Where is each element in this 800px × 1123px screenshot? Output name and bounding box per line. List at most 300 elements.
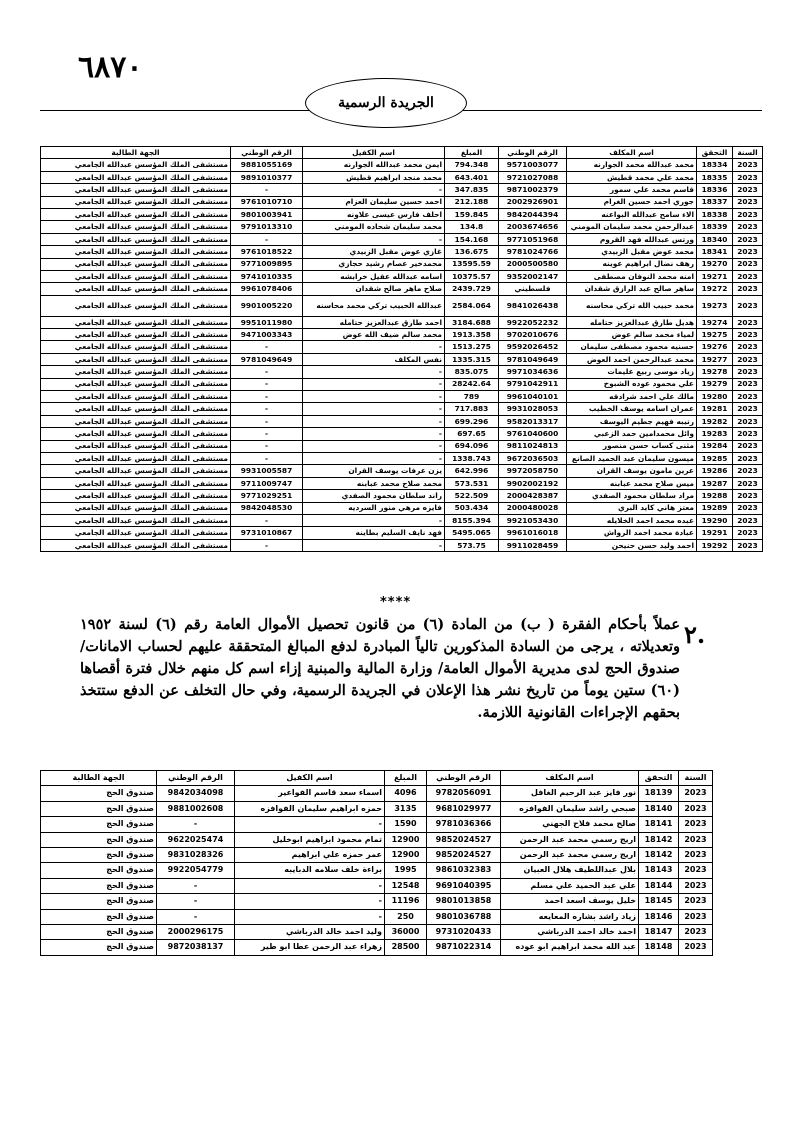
cell-requesting-entity: صندوق الحج: [41, 878, 157, 893]
cell-guarantor-name: -: [303, 428, 445, 440]
cell-guarantor-name: -: [303, 539, 445, 551]
cell-guarantor-national-id: -: [231, 403, 303, 415]
cell-taxpayer-name: ساهر صالح عبد الرازق شقدان: [567, 283, 697, 295]
table-row: [41, 527, 763, 539]
cell-national-id: 9931028053: [499, 403, 567, 415]
cell-amount: 522.509: [445, 490, 499, 502]
cell-amount: 28500: [385, 940, 427, 955]
cell-requesting-entity: مستشفى الملك المؤسس عبدالله الجامعي: [41, 527, 231, 539]
cell-year: 2023: [733, 353, 763, 365]
cell-national-id: 9861032383: [427, 863, 501, 878]
cell-taxpayer-name: بلال عبداللطيف هلال العبيان: [501, 863, 639, 878]
cell-verification: 18144: [639, 878, 679, 893]
cell-year: 2023: [733, 415, 763, 427]
cell-verification: 19291: [697, 527, 733, 539]
cell-taxpayer-name: حسنيه محمود مصطفى سليمان: [567, 341, 697, 353]
cell-year: 2023: [733, 171, 763, 183]
cell-national-id: 9921053430: [499, 514, 567, 526]
cell-amount: 1335.315: [445, 353, 499, 365]
cell-national-id: 9852024527: [427, 832, 501, 847]
cell-year: 2023: [733, 270, 763, 282]
table-row: [41, 233, 763, 245]
cell-verification: 18340: [697, 233, 733, 245]
table-row: [41, 258, 763, 270]
table-row: [41, 283, 763, 295]
cell-taxpayer-name: عبده محمد احمد الخلايله: [567, 514, 697, 526]
cell-guarantor-national-id: 9872038137: [157, 940, 235, 955]
cell-guarantor-name: فايزه مرهي منور السرديه: [303, 502, 445, 514]
cell-taxpayer-name: عبادة محمد احمد الرواش: [567, 527, 697, 539]
table-row: [41, 341, 763, 353]
cell-guarantor-name: عمر حمزه علي ابراهيم: [235, 847, 385, 862]
table-row: [41, 909, 713, 924]
cell-taxpayer-name: مالك علي احمد شرادقه: [567, 391, 697, 403]
column-header-year: السنة: [733, 147, 763, 159]
table-row: [41, 832, 713, 847]
cell-year: 2023: [733, 196, 763, 208]
cell-national-id: 9961040101: [499, 391, 567, 403]
cell-guarantor-national-id: 9901005220: [231, 295, 303, 316]
cell-national-id: 9781024766: [499, 246, 567, 258]
cell-taxpayer-name: ميس صلاح محمد عبابنه: [567, 477, 697, 489]
cell-year: 2023: [733, 208, 763, 220]
cell-taxpayer-name: قاسم محمد علي سمور: [567, 184, 697, 196]
cell-amount: 503.434: [445, 502, 499, 514]
cell-requesting-entity: صندوق الحج: [41, 832, 157, 847]
cell-taxpayer-name: مراد سلطان محمود الصفدي: [567, 490, 697, 502]
cell-national-id: 9801036788: [427, 909, 501, 924]
notice-paragraph: عملاً بأحكام الفقرة ( ب) من المادة (٦) من قانون تحصيل الأموال العامة رقم (٦) لسنة ١٩٥٢ وتعديلاته ، يرجى من السادة المذكورين تالياً المبادرة لدفع المبالغ المتحققة عليهم لحساب الامانات/صندوق الحج لدى مديرية الأموال العامة/ وزارة المالية والمبنية إزاء اسم كل منهم خلال فترة أقصاها (٦٠) ستين يوماً من تاريخ نشر هذا الإعلان في الجريدة الرسمية، وفي حال التخلف عن الدفع ستتخذ بحقهم الإجراءات القانونية اللازمة.: [80, 616, 680, 721]
cell-guarantor-name: -: [303, 403, 445, 415]
cell-year: 2023: [733, 490, 763, 502]
masthead: الجريدة الرسمية: [305, 78, 467, 128]
table-row: [41, 940, 713, 955]
cell-guarantor-national-id: 9741010335: [231, 270, 303, 282]
cell-amount: 835.075: [445, 366, 499, 378]
column-header-national-id: الرقم الوطني: [499, 147, 567, 159]
cell-guarantor-national-id: -: [231, 452, 303, 464]
table-row: [41, 391, 763, 403]
cell-year: 2023: [733, 378, 763, 390]
cell-taxpayer-name: صالح محمد فلاح الجهني: [501, 817, 639, 832]
cell-verification: 19290: [697, 514, 733, 526]
cell-amount: 2584.064: [445, 295, 499, 316]
cell-guarantor-national-id: 9881055169: [231, 159, 303, 171]
cell-national-id: 9961016018: [499, 527, 567, 539]
cell-requesting-entity: صندوق الحج: [41, 847, 157, 862]
cell-requesting-entity: صندوق الحج: [41, 786, 157, 801]
cell-guarantor-national-id: 9842034098: [157, 786, 235, 801]
cell-requesting-entity: مستشفى الملك المؤسس عبدالله الجامعي: [41, 452, 231, 464]
cell-amount: 13595.59: [445, 258, 499, 270]
table-row: [41, 403, 763, 415]
cell-guarantor-name: -: [303, 440, 445, 452]
cell-amount: 12548: [385, 878, 427, 893]
cell-verification: 19286: [697, 465, 733, 477]
cell-year: 2023: [679, 786, 713, 801]
cell-taxpayer-name: عبدالرحمن محمد سليمان المومني: [567, 221, 697, 233]
cell-amount: 694.096: [445, 440, 499, 452]
cell-taxpayer-name: زياد موسى ربيع عليمات: [567, 366, 697, 378]
cell-guarantor-name: محمد صلاح محمد عبابنه: [303, 477, 445, 489]
cell-guarantor-name: زهراء عبد الرحمن عطا ابو طير: [235, 940, 385, 955]
cell-verification: 18142: [639, 847, 679, 862]
table-row: [41, 270, 763, 282]
cell-guarantor-name: -: [303, 452, 445, 464]
cell-guarantor-national-id: -: [231, 233, 303, 245]
table-row: [41, 295, 763, 316]
cell-requesting-entity: صندوق الحج: [41, 894, 157, 909]
cell-requesting-entity: مستشفى الملك المؤسس عبدالله الجامعي: [41, 502, 231, 514]
cell-guarantor-national-id: -: [231, 391, 303, 403]
cell-national-id: 9721027088: [499, 171, 567, 183]
table-row: [41, 440, 763, 452]
cell-requesting-entity: مستشفى الملك المؤسس عبدالله الجامعي: [41, 353, 231, 365]
cell-amount: 642.996: [445, 465, 499, 477]
table-row: [41, 415, 763, 427]
cell-requesting-entity: صندوق الحج: [41, 909, 157, 924]
column-header-guarantor-name: اسم الكفيل: [303, 147, 445, 159]
cell-requesting-entity: مستشفى الملك المؤسس عبدالله الجامعي: [41, 283, 231, 295]
cell-guarantor-name: -: [235, 894, 385, 909]
cell-requesting-entity: مستشفى الملك المؤسس عبدالله الجامعي: [41, 514, 231, 526]
cell-guarantor-national-id: -: [231, 539, 303, 551]
cell-verification: 19292: [697, 539, 733, 551]
cell-guarantor-name: -: [303, 366, 445, 378]
cell-verification: 19275: [697, 329, 733, 341]
cell-amount: 573.75: [445, 539, 499, 551]
table-row: [41, 353, 763, 365]
cell-national-id: 9781049649: [499, 353, 567, 365]
cell-national-id: 9592026452: [499, 341, 567, 353]
cell-taxpayer-name: زياد راشد بشاره المعايعه: [501, 909, 639, 924]
table-row: [41, 878, 713, 893]
cell-year: 2023: [733, 539, 763, 551]
cell-verification: 19270: [697, 258, 733, 270]
cell-guarantor-national-id: 9842048530: [231, 502, 303, 514]
cell-requesting-entity: مستشفى الملك المؤسس عبدالله الجامعي: [41, 258, 231, 270]
cell-taxpayer-name: اريج رسمي محمد عبد الرحمن: [501, 832, 639, 847]
cell-guarantor-national-id: 9771029251: [231, 490, 303, 502]
cell-guarantor-name: يزن عرفات يوسف القران: [303, 465, 445, 477]
cell-year: 2023: [679, 832, 713, 847]
cell-amount: 1513.275: [445, 341, 499, 353]
cell-amount: 136.675: [445, 246, 499, 258]
cell-guarantor-national-id: -: [231, 341, 303, 353]
cell-guarantor-national-id: -: [231, 366, 303, 378]
cell-amount: 699.296: [445, 415, 499, 427]
cell-year: 2023: [733, 403, 763, 415]
cell-amount: 1995: [385, 863, 427, 878]
cell-guarantor-name: -: [235, 909, 385, 924]
cell-verification: 18335: [697, 171, 733, 183]
cell-year: 2023: [733, 428, 763, 440]
cell-guarantor-national-id: -: [231, 514, 303, 526]
cell-verification: 19276: [697, 341, 733, 353]
cell-national-id: فلسطيني: [499, 283, 567, 295]
cell-guarantor-national-id: -: [231, 378, 303, 390]
cell-taxpayer-name: معتز هاني كايد البري: [567, 502, 697, 514]
cell-amount: 2439.729: [445, 283, 499, 295]
section-separator: ****: [380, 595, 412, 610]
cell-guarantor-national-id: -: [231, 440, 303, 452]
cell-verification: 19273: [697, 295, 733, 316]
cell-national-id: 9842044394: [499, 208, 567, 220]
table-row: [41, 329, 763, 341]
cell-guarantor-name: حمزه ابراهيم سليمان الفوافزه: [235, 801, 385, 816]
cell-guarantor-national-id: 9771009895: [231, 258, 303, 270]
cell-guarantor-national-id: 9831028326: [157, 847, 235, 862]
column-header-year: السنة: [679, 771, 713, 786]
cell-taxpayer-name: احمد وليد حسن حنيحن: [567, 539, 697, 551]
cell-taxpayer-name: صبحي راشد سليمان الفوافزه: [501, 801, 639, 816]
cell-taxpayer-name: خليل يوسف اسعد احمد: [501, 894, 639, 909]
paragraph-number: ٢.: [684, 620, 706, 649]
cell-taxpayer-name: وائل محمدامين حمد الزعبي: [567, 428, 697, 440]
cell-year: 2023: [733, 329, 763, 341]
table-row: [41, 171, 763, 183]
cell-guarantor-name: -: [303, 514, 445, 526]
cell-guarantor-name: اسماء سعد قاسم الفواعير: [235, 786, 385, 801]
cell-requesting-entity: صندوق الحج: [41, 863, 157, 878]
cell-verification: 19277: [697, 353, 733, 365]
table-row: [41, 221, 763, 233]
table-row: [41, 801, 713, 816]
cell-amount: 36000: [385, 924, 427, 939]
cell-taxpayer-name: الاء سامح عبدالله البواعنه: [567, 208, 697, 220]
cell-national-id: 2002926901: [499, 196, 567, 208]
cell-requesting-entity: مستشفى الملك المؤسس عبدالله الجامعي: [41, 403, 231, 415]
table-row: [41, 428, 763, 440]
cell-national-id: 9902002192: [499, 477, 567, 489]
cell-taxpayer-name: رتيبه فهيم جطيم اليوسف: [567, 415, 697, 427]
cell-requesting-entity: مستشفى الملك المؤسس عبدالله الجامعي: [41, 270, 231, 282]
cell-guarantor-name: -: [303, 415, 445, 427]
table-row: [41, 184, 763, 196]
table-row: [41, 465, 763, 477]
cell-guarantor-national-id: -: [231, 184, 303, 196]
cell-guarantor-national-id: 9922054779: [157, 863, 235, 878]
column-header-verification: التحقق: [697, 147, 733, 159]
cell-year: 2023: [679, 940, 713, 955]
cell-amount: 789: [445, 391, 499, 403]
cell-verification: 18141: [639, 817, 679, 832]
cell-national-id: 9691040395: [427, 878, 501, 893]
cell-requesting-entity: مستشفى الملك المؤسس عبدالله الجامعي: [41, 295, 231, 316]
cell-verification: 18142: [639, 832, 679, 847]
column-header-amount: المبلغ: [385, 771, 427, 786]
cell-amount: 11196: [385, 894, 427, 909]
cell-requesting-entity: مستشفى الملك المؤسس عبدالله الجامعي: [41, 221, 231, 233]
table-hajj-fund-dues: [40, 770, 713, 956]
cell-guarantor-national-id: 9781049649: [231, 353, 303, 365]
cell-amount: 643.401: [445, 171, 499, 183]
cell-amount: 28242.64: [445, 378, 499, 390]
cell-requesting-entity: مستشفى الملك المؤسس عبدالله الجامعي: [41, 329, 231, 341]
cell-guarantor-name: براءة خلف سلامه الدبايبه: [235, 863, 385, 878]
cell-taxpayer-name: عرين مامون يوسف القران: [567, 465, 697, 477]
cell-taxpayer-name: ورتس عبدالله فهد القروم: [567, 233, 697, 245]
cell-year: 2023: [679, 878, 713, 893]
cell-amount: 10375.57: [445, 270, 499, 282]
cell-national-id: 9781036366: [427, 817, 501, 832]
cell-taxpayer-name: لمياء محمد سالم عوض: [567, 329, 697, 341]
cell-guarantor-name: صلاح ماهر صالح شقدان: [303, 283, 445, 295]
table-row: [41, 490, 763, 502]
cell-verification: 19272: [697, 283, 733, 295]
cell-national-id: 9922052232: [499, 316, 567, 328]
cell-verification: 18341: [697, 246, 733, 258]
cell-year: 2023: [733, 477, 763, 489]
table-header-row: [41, 147, 763, 159]
cell-guarantor-national-id: 9931005587: [231, 465, 303, 477]
cell-taxpayer-name: محمد حبيب الله تركي محاسنه: [567, 295, 697, 316]
cell-amount: 5495.065: [445, 527, 499, 539]
cell-requesting-entity: صندوق الحج: [41, 924, 157, 939]
cell-guarantor-national-id: 9731010867: [231, 527, 303, 539]
table-row: [41, 246, 763, 258]
column-header-taxpayer-name: اسم المكلف: [567, 147, 697, 159]
table-row: [41, 786, 713, 801]
cell-year: 2023: [733, 316, 763, 328]
cell-year: 2023: [679, 894, 713, 909]
cell-guarantor-national-id: -: [231, 428, 303, 440]
cell-year: 2023: [679, 801, 713, 816]
cell-guarantor-name: -: [235, 878, 385, 893]
cell-national-id: 9761040600: [499, 428, 567, 440]
cell-amount: 717.883: [445, 403, 499, 415]
cell-national-id: 9801013858: [427, 894, 501, 909]
cell-year: 2023: [679, 909, 713, 924]
cell-year: 2023: [733, 341, 763, 353]
cell-national-id: 2000500580: [499, 258, 567, 270]
cell-requesting-entity: مستشفى الملك المؤسس عبدالله الجامعي: [41, 246, 231, 258]
cell-verification: 19289: [697, 502, 733, 514]
column-header-requesting-entity: الجهة الطالبة: [41, 147, 231, 159]
cell-guarantor-national-id: 9622025474: [157, 832, 235, 847]
cell-guarantor-name: -: [303, 378, 445, 390]
column-header-verification: التحقق: [639, 771, 679, 786]
cell-guarantor-name: احمد طارق عبدالعزيز حتامله: [303, 316, 445, 328]
table-row: [41, 378, 763, 390]
cell-verification: 18338: [697, 208, 733, 220]
cell-year: 2023: [733, 246, 763, 258]
cell-taxpayer-name: علي محمود عوده الشبوخ: [567, 378, 697, 390]
table-row: [41, 196, 763, 208]
table-row: [41, 477, 763, 489]
column-header-guarantor-name: اسم الكفيل: [235, 771, 385, 786]
cell-requesting-entity: مستشفى الملك المؤسس عبدالله الجامعي: [41, 208, 231, 220]
cell-year: 2023: [733, 514, 763, 526]
cell-requesting-entity: مستشفى الملك المؤسس عبدالله الجامعي: [41, 233, 231, 245]
table-row: [41, 452, 763, 464]
cell-requesting-entity: صندوق الحج: [41, 940, 157, 955]
table-row: [41, 159, 763, 171]
cell-amount: 250: [385, 909, 427, 924]
table-row: [41, 924, 713, 939]
cell-verification: 19278: [697, 366, 733, 378]
cell-verification: 19271: [697, 270, 733, 282]
cell-taxpayer-name: محمد عبدالرحمن احمد العوض: [567, 353, 697, 365]
cell-amount: 3135: [385, 801, 427, 816]
cell-guarantor-name: احمد حسين سليمان العزام: [303, 196, 445, 208]
cell-amount: 573.531: [445, 477, 499, 489]
cell-guarantor-national-id: 9891010377: [231, 171, 303, 183]
table-row: [41, 863, 713, 878]
table-row: [41, 514, 763, 526]
cell-guarantor-national-id: 9961078406: [231, 283, 303, 295]
cell-taxpayer-name: محمد عبدالله محمد الجوارنه: [567, 159, 697, 171]
column-header-guarantor-national-id: الرقم الوطني: [157, 771, 235, 786]
cell-requesting-entity: مستشفى الملك المؤسس عبدالله الجامعي: [41, 196, 231, 208]
cell-requesting-entity: مستشفى الملك المؤسس عبدالله الجامعي: [41, 341, 231, 353]
cell-taxpayer-name: هديل طارق عبدالعزيز حتامله: [567, 316, 697, 328]
cell-guarantor-national-id: -: [157, 909, 235, 924]
cell-requesting-entity: صندوق الحج: [41, 801, 157, 816]
table-row: [41, 894, 713, 909]
cell-guarantor-national-id: -: [157, 894, 235, 909]
cell-amount: 212.188: [445, 196, 499, 208]
cell-amount: 159.845: [445, 208, 499, 220]
cell-guarantor-name: اسامه عبدالله عقيل خرابشه: [303, 270, 445, 282]
cell-year: 2023: [733, 527, 763, 539]
cell-requesting-entity: مستشفى الملك المؤسس عبدالله الجامعي: [41, 316, 231, 328]
cell-amount: 4096: [385, 786, 427, 801]
cell-national-id: 9582013317: [499, 415, 567, 427]
cell-verification: 19284: [697, 440, 733, 452]
cell-guarantor-name: محمد سالم ضيف الله عوض: [303, 329, 445, 341]
cell-verification: 19280: [697, 391, 733, 403]
cell-guarantor-name: محمد سليمان شحاده المومني: [303, 221, 445, 233]
cell-national-id: 9871002379: [499, 184, 567, 196]
column-header-amount: المبلغ: [445, 147, 499, 159]
cell-national-id: 9852024527: [427, 847, 501, 862]
cell-year: 2023: [733, 295, 763, 316]
cell-guarantor-name: احلف فارس عيسى علاونه: [303, 208, 445, 220]
cell-taxpayer-name: امنه محمد النوفان مصطفى: [567, 270, 697, 282]
cell-year: 2023: [733, 221, 763, 233]
cell-taxpayer-name: عمران اسامه يوسف الخطيب: [567, 403, 697, 415]
cell-taxpayer-name: علي عبد الحميد علي مسلم: [501, 878, 639, 893]
table-hospital-dues: [40, 146, 763, 552]
column-header-requesting-entity: الجهة الطالبة: [41, 771, 157, 786]
cell-guarantor-national-id: -: [231, 415, 303, 427]
cell-guarantor-name: عبدالله الحبيب تركي محمد محاسنه: [303, 295, 445, 316]
cell-requesting-entity: مستشفى الملك المؤسس عبدالله الجامعي: [41, 539, 231, 551]
cell-requesting-entity: مستشفى الملك المؤسس عبدالله الجامعي: [41, 440, 231, 452]
cell-taxpayer-name: جوري احمد حسين الغرام: [567, 196, 697, 208]
cell-amount: 12900: [385, 847, 427, 862]
cell-guarantor-name: تمام محمود ابراهيم ابوخليل: [235, 832, 385, 847]
table-row: [41, 316, 763, 328]
table-row: [41, 847, 713, 862]
cell-year: 2023: [679, 847, 713, 862]
cell-requesting-entity: مستشفى الملك المؤسس عبدالله الجامعي: [41, 184, 231, 196]
cell-taxpayer-name: احمد خالد احمد الدرباشي: [501, 924, 639, 939]
cell-national-id: 9911028459: [499, 539, 567, 551]
cell-verification: 19281: [697, 403, 733, 415]
cell-amount: 347.835: [445, 184, 499, 196]
cell-guarantor-name: فهد نايف السليم بطاينه: [303, 527, 445, 539]
cell-guarantor-name: -: [303, 341, 445, 353]
table-row: [41, 817, 713, 832]
cell-amount: 8155.394: [445, 514, 499, 526]
table-header-row: [41, 771, 713, 786]
cell-taxpayer-name: ميسون سليمان عبد الحميد الصانع: [567, 452, 697, 464]
cell-verification: 18336: [697, 184, 733, 196]
cell-requesting-entity: مستشفى الملك المؤسس عبدالله الجامعي: [41, 415, 231, 427]
cell-year: 2023: [733, 502, 763, 514]
